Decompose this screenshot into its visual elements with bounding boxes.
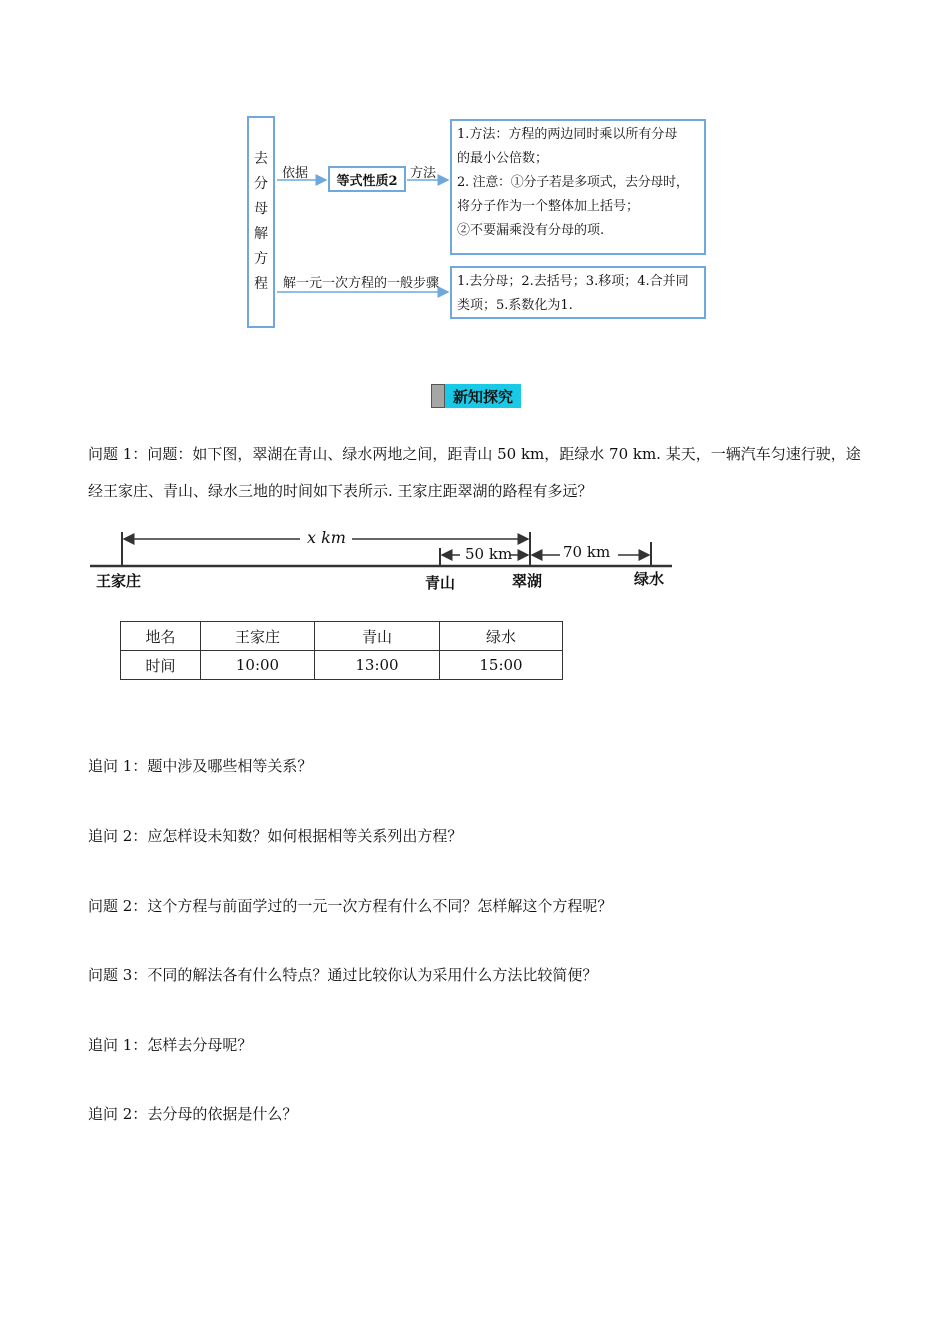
steps-box (450, 266, 706, 319)
table-cell: 10:00 (201, 651, 315, 680)
question-text: 去分母的依据是什么？ (147, 1105, 298, 1123)
table-cell: 青山 (315, 622, 440, 651)
problem-1-text: 问题：如下图，翠湖在青山、绿水两地之间，距青山 50 km，距绿水 70 km. 某天，一辆汽车匀速行驶，途经王家庄、青山、绿水三地的时间如下表所示. 王家庄距翠湖的路程有多远？ (88, 445, 861, 500)
place-cuihu: 翠湖 (512, 572, 543, 590)
place-qingshan: 青山 (425, 574, 456, 592)
question-label: 问题 2： (88, 897, 148, 915)
title-char: 程 (254, 276, 268, 292)
method-line: ②不要漏乘没有分母的项. (457, 223, 605, 238)
steps-label: 解一元一次方程的一般步骤 (283, 276, 440, 291)
property-box: 等式性质2 (328, 166, 406, 192)
question-item (88, 755, 312, 776)
question-text: 怎样去分母呢？ (147, 1036, 253, 1054)
question-label: 追问 2： (88, 827, 148, 845)
method-line: 将分子作为一个整体加上括号； (457, 199, 640, 214)
d2-label: 70 km (563, 543, 611, 561)
question-text: 这个方程与前面学过的一元一次方程有什么不同？怎样解这个方程呢？ (147, 897, 613, 915)
question-item (88, 1034, 252, 1055)
question-label: 问题 3： (88, 966, 148, 984)
method-line: 的最小公倍数； (457, 151, 549, 166)
question-item (88, 964, 597, 985)
steps-line: 1.去分母；2.去括号；3.移项；4.合并同 (457, 274, 689, 289)
place-wangjiazhuang: 王家庄 (96, 572, 142, 590)
question-label: 追问 1： (88, 1036, 148, 1054)
table-header-row (121, 622, 563, 651)
question-text: 不同的解法各有什么特点？通过比较你认为采用什么方法比较简便？ (147, 966, 598, 984)
question-label: 追问 2： (88, 1105, 148, 1123)
problem-1-label: 问题 1： (88, 445, 148, 463)
table-cell: 地名 (121, 622, 201, 651)
table-cell: 绿水 (440, 622, 563, 651)
place-lvshui: 绿水 (634, 570, 665, 588)
method-box (450, 119, 706, 255)
table-cell: 时间 (121, 651, 201, 680)
method-label: 方法 (410, 166, 437, 181)
table-cell: 13:00 (315, 651, 440, 680)
table-cell: 15:00 (440, 651, 563, 680)
problem-1 (88, 436, 868, 510)
question-item (88, 895, 612, 916)
title-char: 去 (254, 151, 268, 167)
method-line: 1.方法：方程的两边同时乘以所有分母 (457, 127, 678, 142)
basis-label: 依据 (282, 166, 309, 181)
method-line: 2. 注意：①分子若是多项式，去分母时， (457, 175, 689, 190)
tag-marker (431, 384, 445, 408)
section-title: 新知探究 (445, 384, 521, 408)
title-char: 母 (254, 201, 268, 217)
table-row (121, 651, 563, 680)
table-cell: 王家庄 (201, 622, 315, 651)
x-km-label: x km (307, 528, 346, 547)
title-char: 分 (254, 176, 268, 192)
question-item (88, 825, 462, 846)
question-label: 追问 1： (88, 757, 148, 775)
question-text: 题中涉及哪些相等关系？ (147, 757, 313, 775)
d1-label: 50 km (465, 545, 513, 563)
time-table (120, 621, 563, 680)
title-char: 方 (254, 251, 268, 267)
question-text: 应怎样设未知数？如何根据相等关系列出方程？ (147, 827, 463, 845)
section-tag (431, 384, 521, 408)
title-char: 解 (254, 226, 268, 242)
steps-line: 类项；5.系数化为1. (457, 298, 573, 313)
question-item (88, 1103, 297, 1124)
